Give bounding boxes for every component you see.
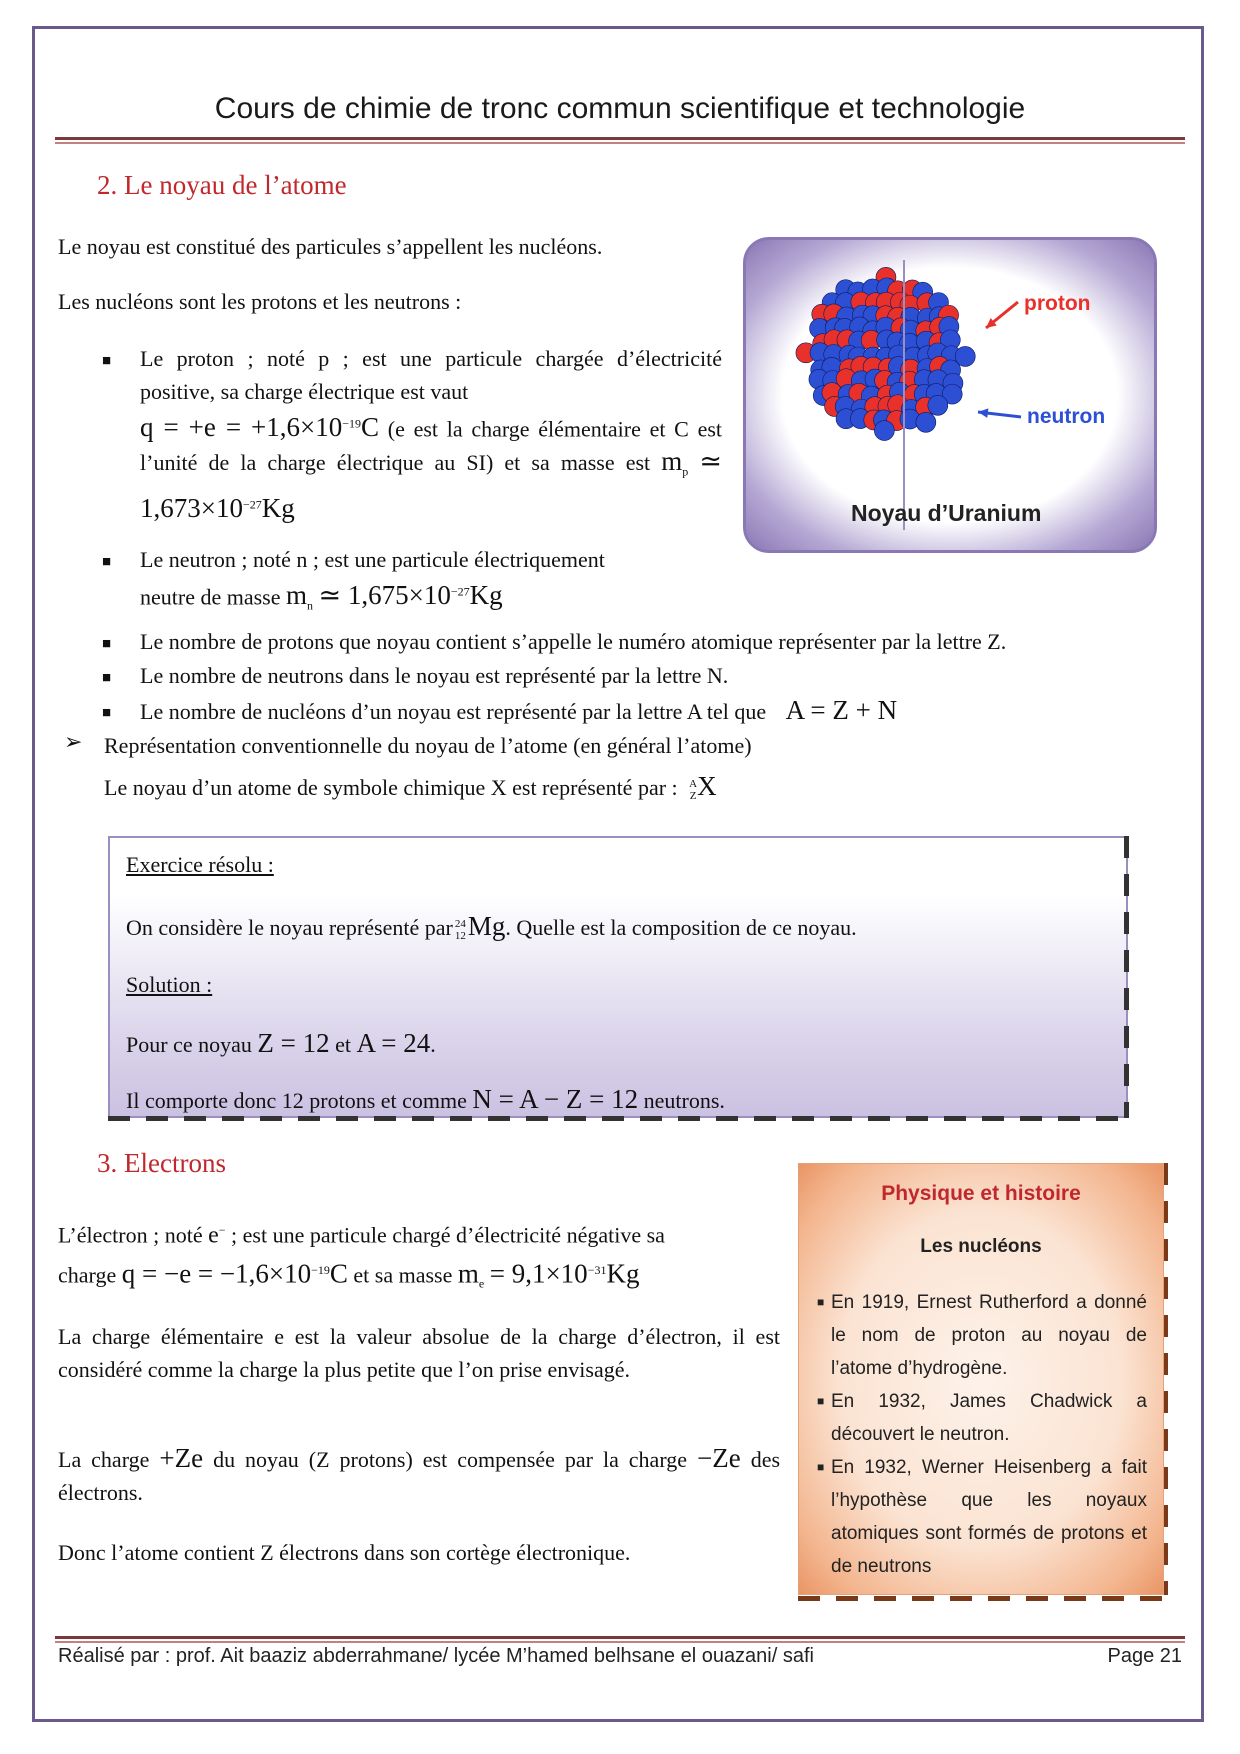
section-title-electrons: 3. Electrons xyxy=(97,1148,226,1178)
bullet-n: Le nombre de neutrons dans le noyau est représenté par la lettre N. xyxy=(140,663,729,688)
picture-divider xyxy=(903,260,905,530)
exercise-dashed-border-bottom xyxy=(108,1116,1130,1121)
exercise-title: Exercice résolu : xyxy=(126,852,274,877)
nucleon-ball xyxy=(928,395,948,415)
bullet-marker: ■ xyxy=(102,636,112,652)
bullet-marker: ■ xyxy=(102,353,112,369)
history-item: ■ En 1919, Ernest Rutherford a donné le nom de proton au noyau de l’atome d’hydrogène. xyxy=(817,1286,1147,1385)
proton-text-2: (e est la charge élémentaire et C est l’unité de la charge électrique au SI) et sa masse xyxy=(140,416,723,476)
repr-text: Le noyau d’un atome de symbole chimique X est représenté par : A Z X xyxy=(104,771,717,802)
arrow-bullet-icon: ➢ xyxy=(64,729,83,754)
history-item: ■ En 1932, James Chadwick a découvert le neutron. xyxy=(817,1385,1147,1451)
bullet-a: Le nombre de nucléons d’un noyau est représenté par la lettre A tel que A = Z + N xyxy=(140,695,898,725)
formula-a-z-n: A = Z + N xyxy=(785,695,898,725)
footer-author: Réalisé par : prof. Ait baaziz abderrahmane/ lycée M’hamed belhsane el ouazani/ safi xyxy=(58,1645,814,1667)
history-subtitle: Les nucléons xyxy=(920,1236,1042,1257)
section-title-noyau: 2. Le noyau de l’atome xyxy=(97,170,347,200)
bullet-z: Le nombre de protons que noyau contient s’appelle le numéro atomique représenter par la lettre Z. xyxy=(140,629,1007,654)
proton-mass-formula: $m_p$ ≃ $1,673\times 10^{-27}Kg$ xyxy=(140,446,723,524)
uranium-nucleus-picture xyxy=(743,237,1157,553)
mg-symbol: Mg xyxy=(467,911,506,941)
para-electron-count: Donc l’atome contient Z électrons dans son cortège électronique. xyxy=(58,1540,631,1565)
bullet-marker: ■ xyxy=(102,670,112,686)
exercise-box xyxy=(108,836,1128,1118)
header-rule-thin xyxy=(55,142,1185,144)
exercise-dashed-border-right xyxy=(1124,836,1129,1118)
header-title: Cours de chimie de tronc commun scientifique et technologie xyxy=(214,92,1026,125)
proton-label: proton xyxy=(1024,292,1091,315)
para-elementary-charge: La charge élémentaire e est la valeur absolue de la charge d’électron, il est considéré comme la charge la plus petite que l’on prise envisagé. xyxy=(58,1324,780,1382)
solution-line-1: Pour ce noyau Z = 12 et A = 24. xyxy=(126,1028,436,1058)
nuclide-symbol: X xyxy=(697,771,717,801)
electron-definition: L’électron ; noté e− ; est une particule chargé d’électricité négative sa xyxy=(58,1222,665,1249)
header-rule xyxy=(55,137,1185,140)
para-protons-neutrons: Les nucléons sont les protons et les neutrons : xyxy=(58,289,462,314)
exercise-question: On considère le noyau représenté par 24 12 Mg. Quelle est la composition de ce noyau. xyxy=(126,911,857,942)
bullet-marker: ■ xyxy=(102,705,112,721)
solution-title: Solution : xyxy=(126,972,213,997)
neutron-label: neutron xyxy=(1027,405,1106,428)
nucleon-ball xyxy=(874,421,894,441)
nucleon-ball xyxy=(916,412,936,432)
bullet-marker: ■ xyxy=(102,554,112,570)
nucleus-caption: Noyau d’Uranium xyxy=(851,500,1042,526)
repr-title: Représentation conventionnelle du noyau de l’atome (en général l’atome) xyxy=(104,733,752,758)
proton-charge-formula: $q = +e = +1,6\times 10^{-19}C$ xyxy=(140,412,380,443)
neutron-text-1: Le neutron ; noté n ; est une particule électriquement xyxy=(140,547,605,572)
history-title: Physique et histoire xyxy=(881,1182,1081,1205)
electron-charge-mass: charge $q = -e = -1,6\times 10^{-19}C$ et sa masse $m_e = 9,1\times 10^{-31}Kg$ xyxy=(58,1258,640,1291)
history-dashed-border-bottom xyxy=(798,1596,1164,1601)
history-dashed-border-right xyxy=(1164,1163,1168,1595)
neutron-mass-formula: $m_n$ ≃ $1,675\times 10^{-27}Kg$ xyxy=(286,580,503,613)
bullet-marker: ■ xyxy=(817,1394,825,1408)
bullet-marker: ■ xyxy=(817,1460,825,1474)
para-charge-compensation: La charge +Ze du noyau (Z protons) est compensée par la charge −Ze des électrons. xyxy=(58,1443,781,1505)
bullet-marker: ■ xyxy=(817,1295,825,1309)
solution-line-2: Il comporte donc 12 protons et comme N = A − Z = 12 neutrons. xyxy=(126,1084,725,1114)
history-box xyxy=(798,1163,1164,1595)
neutron-description: Le neutron ; noté n ; est une particule électriquement neutre de masse $m_n$ ≃ $1,675\times 10^{-27}Kg$ xyxy=(140,547,605,613)
proton-text-1: Le proton ; noté p ; est une particule chargée d’électricité positive, sa charge électrique est vaut xyxy=(140,346,722,404)
history-item: ■ En 1932, Werner Heisenberg a fait l’hypothèse que les noyaux atomiques sont formés de protons et de neutrons xyxy=(817,1451,1147,1583)
para-nucleons: Le noyau est constitué des particules s’appellent les nucléons. xyxy=(58,234,603,259)
page-number: Page 21 xyxy=(1107,1645,1182,1667)
proton-description: Le proton ; noté p ; est une particule chargée d’électricité positive, sa charge électrique est vaut $q = +e = +1,6\times 10^{-19}C$ (e est la charge élémentaire et C est l’unité de la charge électrique au SI) et sa masse est $m_p$ ≃ $1,673\times 10^{-27}Kg$ xyxy=(140,346,723,524)
footer-rule xyxy=(55,1636,1185,1639)
footer-rule-thin xyxy=(55,1641,1185,1643)
